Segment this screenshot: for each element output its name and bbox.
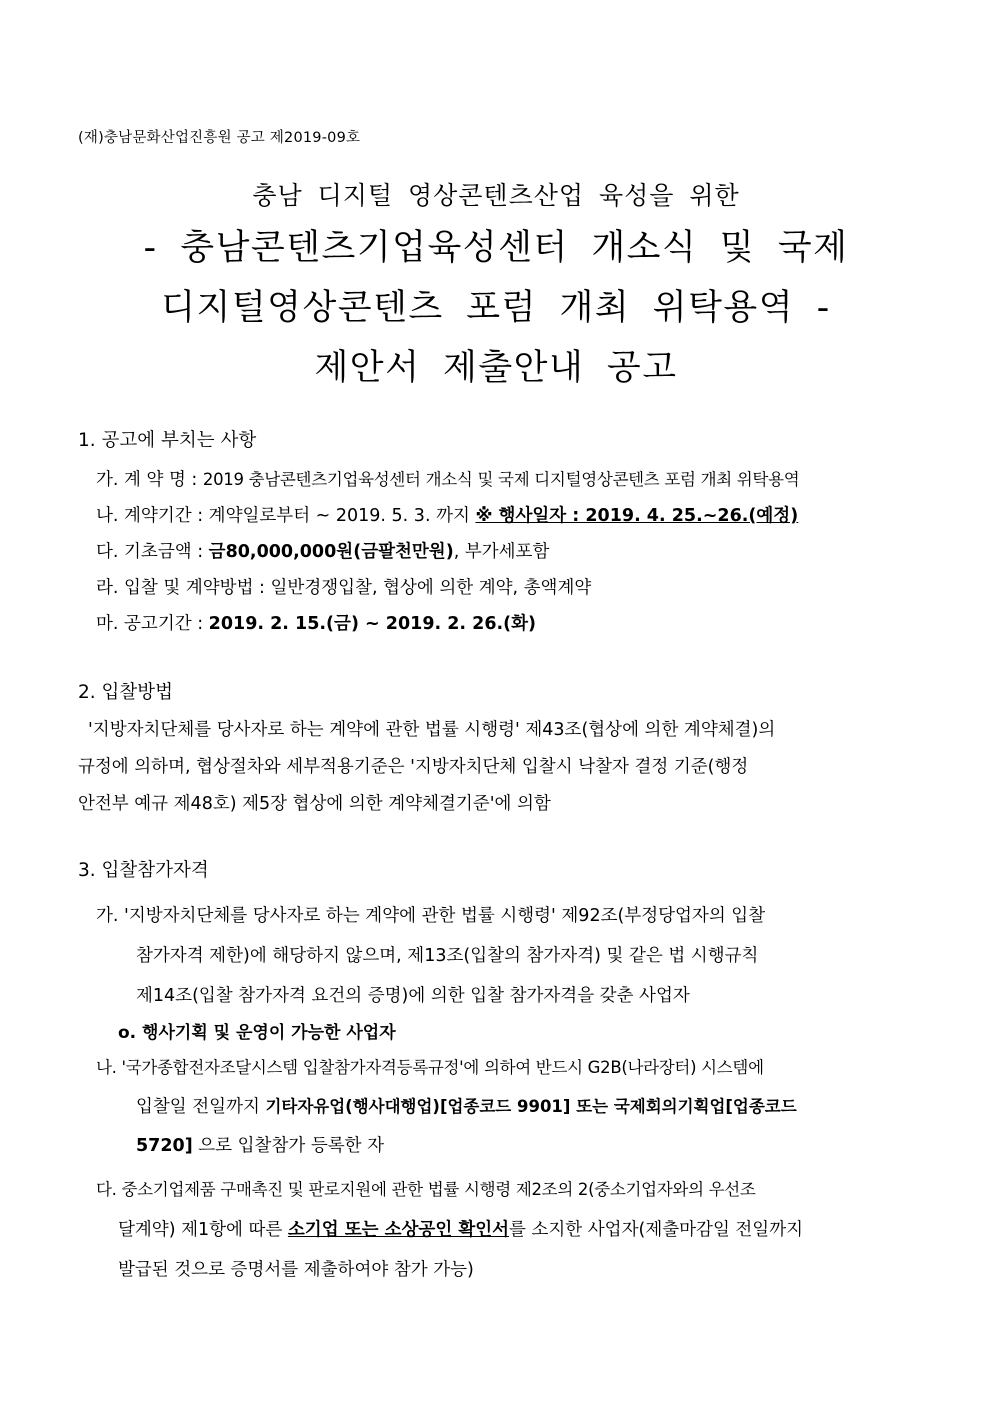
section-2: [78, 680, 914, 823]
document-title-line-3: 제안서 제출안내 공고: [314, 348, 678, 388]
bid-method-value: 일반경쟁입찰, 협상에 의한 계약, 총액계약: [270, 578, 592, 598]
document-subtitle: 충남 디지털 영상콘텐츠산업 육성을 위한: [252, 181, 740, 210]
section-3-item-a: [78, 896, 914, 1016]
section-3-c-line-2: [78, 1210, 914, 1250]
document-title-line-2: 디지털영상콘텐츠 포럼 개최 위탁용역 -: [161, 288, 831, 328]
item-base-amount: [78, 534, 914, 570]
section-3-c-line-1: 다. 중소기업제품 구매촉진 및 판로지원에 관한 법률 시행령 제2조의 2(중소기업자와의 우선조: [96, 1180, 756, 1199]
section-2-line-1: '지방자치단체를 당사자로 하는 계약에 관한 법률 시행령' 제43조(협상에 의한 계약체결)의: [88, 720, 776, 740]
notice-period-label: 마. 공고기간 :: [96, 614, 209, 634]
section-2-body: [78, 712, 914, 823]
section-3-b-industry-codes: 기타자유업(행사대행업)[업종코드 9901] 또는 국제회의기획업[업종코드: [265, 1097, 797, 1116]
section-3-a-line-2: 참가자격 제한)에 해당하지 않으며, 제13조(입찰의 참가자격) 및 같은 법 시행규칙: [136, 946, 759, 966]
section-3-c-line-2-pre: 달계약) 제1항에 따른: [118, 1220, 288, 1240]
base-amount-value: 금80,000,000원(금팔천만원): [208, 542, 454, 562]
event-date-note: ※ 행사일자 : 2019. 4. 25.~26.(예정): [475, 506, 799, 526]
section-3: [78, 858, 914, 1290]
item-contract-name: [78, 462, 914, 498]
section-3-a-line-3: 제14조(입찰 참가자격 요건의 증명)에 의한 입찰 참가자격을 갖춘 사업자: [136, 986, 690, 1006]
section-3-a-line-1: 가. '지방자치단체를 당사자로 하는 계약에 관한 법률 시행령' 제92조(부정당업자의 입찰: [96, 906, 766, 926]
section-2-heading: 2. 입찰방법: [78, 682, 174, 703]
section-3-c-certificate: 소기업 또는 소상공인 확인서: [287, 1220, 510, 1240]
bid-method-label: 라. 입찰 및 계약방법 :: [96, 578, 271, 598]
document-title-line-1: - 충남콘텐츠기업육성센터 개소식 및 국제: [143, 228, 849, 268]
section-2-line-2: 규정에 의하며, 협상절차와 세부적용기준은 '지방자치단체 입찰시 낙찰자 결정 기준(행정: [78, 757, 749, 777]
section-1-heading: 1. 공고에 부치는 사항: [78, 430, 257, 451]
title-block: [0, 176, 992, 396]
section-2-line-3: 안전부 예규 제48호) 제5장 협상에 의한 계약체결기준'에 의함: [78, 794, 551, 814]
contract-period-value: 계약일로부터 ~ 2019. 5. 3. 까지: [208, 506, 476, 526]
section-3-heading: 3. 입찰참가자격: [78, 860, 209, 881]
notice-period-value: 2019. 2. 15.(금) ~ 2019. 2. 26.(화): [208, 614, 537, 634]
section-1: [78, 428, 914, 642]
section-3-item-b: [78, 1048, 914, 1166]
item-contract-period: [78, 498, 914, 534]
contract-period-label: 나. 계약기간 :: [96, 506, 209, 526]
section-3-c-line-3: 발급된 것으로 증명서를 제출하여야 참가 가능): [118, 1260, 474, 1280]
item-notice-period: [78, 606, 914, 642]
notice-number: (재)충남문화산업진흥원 공고 제2019-09호: [78, 130, 361, 146]
section-3-b-line-2-pre: 입찰일 전일까지: [136, 1097, 266, 1117]
section-3-item-c: [78, 1170, 914, 1290]
section-1-items: [78, 462, 914, 642]
base-amount-label: 다. 기초금액 :: [96, 542, 209, 562]
section-3-bullet: o. 행사기획 및 운영이 가능한 사업자: [118, 1023, 396, 1043]
section-3-b-line-1: 나. '국가종합전자조달시스템 입찰참가자격등록규정'에 의하여 반드시 G2B(나라장터) 시스템에: [96, 1058, 764, 1077]
section-3-b-code-5720: 5720]: [136, 1136, 193, 1156]
section-3-b-line-2: [78, 1087, 914, 1127]
base-amount-vat: , 부가세포함: [453, 542, 550, 562]
contract-name-label: 가. 계 약 명 :: [96, 470, 203, 490]
section-3-c-line-2-rest: 를 소지한 사업자(제출마감일 전일까지: [509, 1220, 804, 1240]
item-bid-method: [78, 570, 914, 606]
contract-name-value: 2019 충남콘텐츠기업육성센터 개소식 및 국제 디지털영상콘텐츠 포럼 개최 위탁용역: [202, 470, 800, 489]
section-3-b-line-3-rest: 으로 입찰참가 등록한 자: [192, 1136, 385, 1156]
section-3-b-line-3: [78, 1127, 914, 1166]
